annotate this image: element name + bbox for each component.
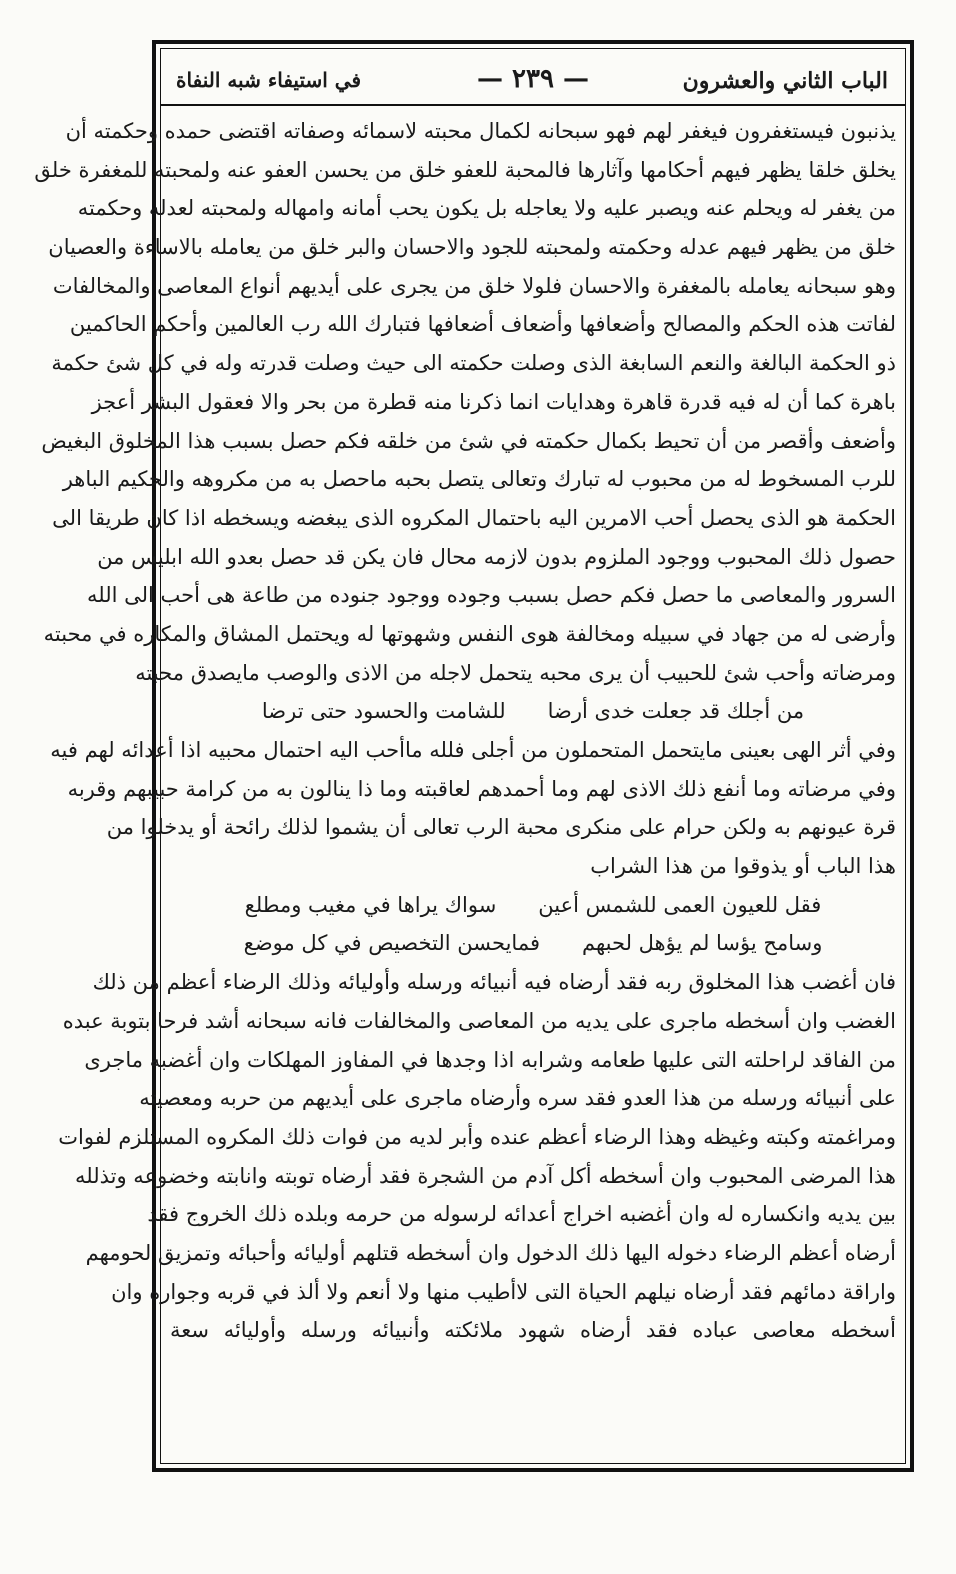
- running-header: [162, 58, 904, 104]
- verse-first-hemistich: من أجلك قد جعلت خدى أرضا: [547, 699, 805, 724]
- text-line: من الفاقد لراحلته التى عليها طعامه وشرابه اذا وجدها في المفاوز المهلكات وان أغضبه ماجرى: [84, 1047, 896, 1072]
- text-line: وهو سبحانه يعامله بالمغفرة والاحسان فلولا خلق من يجرى على أيديهم أنواع المعاصى والمخالفات: [52, 273, 896, 298]
- text-line: هذا المرضى المحبوب وان أسخطه أكل آدم من الشجرة فقد أرضاه توبته وانابته وخضوعه وتذلله: [75, 1163, 896, 1188]
- text-line: فان أغضب هذا المخلوق ربه فقد أرضاه فيه أنبيائه ورسله وأوليائه وذلك الرضاء أعظم من ذلك: [92, 970, 896, 995]
- text-line: بين يديه وانكساره له وان أغضبه اخراج أعدائه لرسوله من حرمه وبلده ذلك الخروج فقد: [147, 1202, 896, 1227]
- text-line: السرور والمعاصى ما حصل فكم حصل بسبب وجوده ووجود جنوده من طاعة هى أحب الى الله: [87, 583, 896, 608]
- text-line: يذنبون فيستغفرون فيغفر لهم فهو سبحانه لكمال محبته لاسمائه وصفاته اقتضى حمده وحكمته أن: [65, 119, 896, 143]
- text-line: ومراغمته وكبته وغيظه وهذا الرضاء أعظم عنده وأبر لديه من فوات ذلك المكروه المستلزم لفوات: [58, 1124, 896, 1149]
- topic-title: في استيفاء شبه النفاة: [176, 68, 362, 92]
- text-line: على أنبيائه ورسله من هذا العدو فقد سره وأرضاه ماجرى على أيديهم من حربه ومعصيته: [139, 1086, 896, 1111]
- verse-couplet: [170, 692, 896, 731]
- text-line: حصول ذلك المحبوب ووجود الملزوم بدون لازمه محال فان يكن قد حصل بعدو الله ابليس من: [97, 544, 896, 569]
- text-line: باهرة كما أن له فيه قدرة قاهرة وهدايات انما ذكرنا منه قطرة من بحر والا فعقول البشر أعجز: [91, 389, 896, 414]
- text-line: قرة عيونهم به ولكن حرام على منكرى محبة الرب تعالى أن يشموا لذلك رائحة أو يدخلوا من: [106, 815, 896, 840]
- verse-second-hemistich: سواك يراها في مغيب ومطلع: [244, 892, 497, 917]
- text-line: وأرضى له من جهاد في سبيله ومخالفة هوى النفس وشهوتها له ويحتمل المشاق والمكاره في محبته: [43, 621, 896, 646]
- text-line: خلق من يظهر فيهم عدله وحكمته ولمحبته للجود والاحسان والبر خلق من يعامله بالاساءة والعصيان: [48, 235, 896, 260]
- text-line: وفي مرضاته وما أنفع ذلك الاذى لهم وما أحمدهم لعاقبته وما ذا ينالون به من كرامة حبيبهم وقربه: [67, 776, 896, 801]
- text-line: يخلق خلقا يظهر فيهم أحكامها وآثارها فالمحبة للعفو خلق من يحسن العفو عنه ولمحبته للمغفرة خلق: [34, 157, 896, 182]
- text-line: وفي أثر الهى بعينى مايتحمل المتحملون من أجلى فلله ماأحب اليه احتمال محبيه اذا أعدائه لهم فيه: [50, 738, 896, 762]
- text-line: ذو الحكمة البالغة والنعم السابغة الذى وصلت حكمته الى حيث وصلت قدرته وله في كل شئ حكمة: [51, 351, 896, 376]
- text-line: للرب المسخوط له من محبوب له تبارك وتعالى يتصل بحبه ماحصل به من مكروهه والحكيم الباهر: [62, 467, 896, 492]
- verse-first-hemistich: وسامح يؤسا لم يؤهل لحبهم: [582, 931, 823, 956]
- text-line: من يغفر له ويحلم عنه ويصبر عليه ولا يعاجله بل يكون يحب أمانه وامهاله ولمحبته لعدله وحكمته: [77, 196, 896, 221]
- text-line: ومرضاته وأحب شئ للحبيب أن يرى محبه يتحمل لاجله من الاذى والوصب مايصدق محبته: [135, 660, 896, 685]
- page-body: [34, 112, 896, 1452]
- verse-couplet: [170, 886, 896, 925]
- verse-second-hemistich: للشامت والحسود حتى ترضا: [261, 699, 506, 724]
- page-number: — ٢٣٩ —: [476, 64, 590, 94]
- text-line: الحكمة هو الذى يحصل أحب الامرين اليه باحتمال المكروه الذى يبغضه ويسخطه اذا كان طريقا الى: [52, 505, 896, 530]
- text-line: أسخطه معاصى عباده فقد أرضاه شهود ملائكته وأنبيائه ورسله وأوليائه سعة: [170, 1318, 896, 1343]
- text-line: لفاتت هذه الحكم والمصالح وأضعافها وأضعاف أضعافها فتبارك الله رب العالمين وأحكم الحاكمين: [69, 312, 896, 337]
- verse-second-hemistich: فمايحسن التخصيص في كل موضع: [243, 931, 541, 956]
- text-line: وأضعف وأقصر من أن تحيط بكمال حكمته في شئ من خلقه فكم حصل بسبب هذا المخلوق البغيض: [41, 428, 896, 453]
- verse-couplet: [170, 924, 896, 963]
- chapter-title: الباب الثاني والعشرون: [682, 68, 888, 94]
- text-line: أرضاه أعظم الرضاء دخوله اليها ذلك الدخول وان أسخطه قتلهم أوليائه وأحبائه وتمزيق لحومهم: [85, 1240, 896, 1265]
- verse-first-hemistich: فقل للعيون العمى للشمس أعين: [538, 892, 822, 917]
- text-line: واراقة دمائهم فقد أرضاه نيلهم الحياة التى لاأطيب منها ولا أنعم ولا ألذ في قربه وجواره وان: [111, 1279, 896, 1304]
- text-line: الغضب وان أسخطه ماجرى على يديه من المعاصى والمخالفات فانه سبحانه أشد فرحا بتوبة عبده: [62, 1008, 896, 1033]
- header-rule: [160, 104, 906, 106]
- text-line: هذا الباب أو يذوقوا من هذا الشراب: [590, 854, 896, 879]
